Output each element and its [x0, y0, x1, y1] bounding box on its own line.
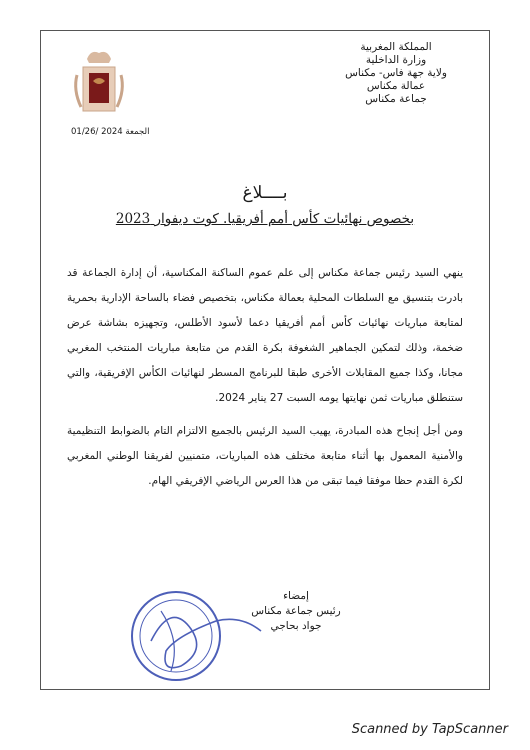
signature-role: رئيس جماعة مكناس [251, 605, 341, 617]
document-title: بــــلاغ [242, 183, 288, 203]
letterhead-line: المملكة المغربية [360, 41, 432, 53]
document-date: الجمعة 2024 /01/26 [71, 127, 150, 137]
letterhead-line: وزارة الداخلية [365, 54, 427, 66]
document-page [40, 30, 490, 690]
document-subject: بخصوص نهائيات كأس أمم أفريقيا. كوت ديفوار 2023 [115, 211, 415, 227]
body-paragraph: ومن أجل إنجاح هذه المبادرة، يهيب السيد الرئيس بالجميع الالتزام التام بالضوابط التنظيمية والأمنية المعمول بها أثناء متابعة مختلف هذه المباريات، متمنيين لفريقنا الوطني المغربي لكرة القدم حظا موفقا فيما تبقى من هذا العرس الرياضي الإفريقي الهام. [67, 425, 463, 487]
coat-of-arms-icon [69, 45, 129, 115]
body-paragraph: ينهي السيد رئيس جماعة مكناس إلى علم عموم الساكنة المكناسية، أن إدارة الجماعة قد بادرت بتنسيق مع السلطات المحلية بعمالة مكناس، بتخصيص فضاء بالساحة الإدارية بحمرية لمتابعة مباريات نهائيات كأس أمم أفريقيا دعما لأسود الأطلس، وتجهيزه بشاشة عرض ضخمة، وذلك لتمكين الجماهير الشغوفة بكرة القدم من متابعة مباريات المنتخب المغربي مجانا، وكذا جميع المقابلات الأخرى طبقا للبرنامج المسطر لنهائيات الكأس الإفريقية، والتي ستنطلق مباريات ثمن نهايتها يومه السبت 27 يناير 2024. [67, 267, 463, 404]
letterhead-line: جماعة مكناس [365, 93, 427, 105]
document-body [67, 261, 463, 502]
signature-name: جواد بحاجي [270, 620, 322, 632]
letterhead-line: ولاية جهة فاس- مكناس [345, 67, 447, 79]
signature-block [241, 589, 351, 634]
scanner-watermark: Scanned by TapScanner [351, 722, 508, 737]
signature-label: إمضاء [283, 590, 309, 602]
letterhead-line: عمالة مكناس [366, 80, 426, 92]
letterhead [331, 41, 461, 106]
